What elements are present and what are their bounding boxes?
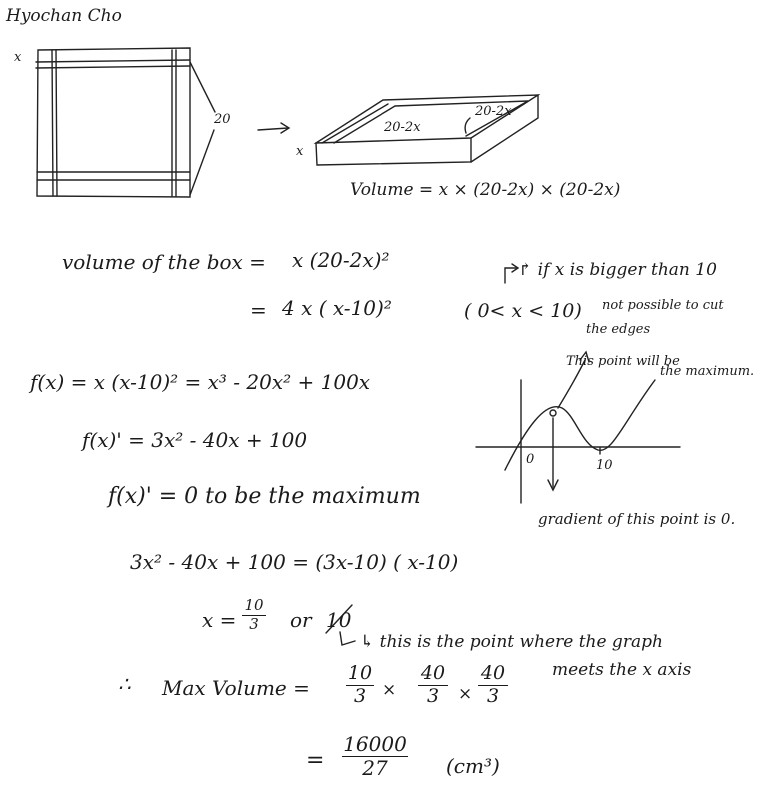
box-volume-eq: = [250,298,267,322]
cubic-graph [476,352,680,503]
box-volume-expr1: x (20-2x)² [292,248,390,272]
max-fraction-1: 10 3 [347,662,373,707]
not-possible-note: not possible to cut [602,298,724,313]
times-1: × [382,680,397,700]
derivative-zero: f(x)' = 0 to be the maximum [108,484,421,509]
box-height-label: x [296,144,304,159]
therefore-symbol: ∴ [118,672,131,696]
square-sheet [36,48,215,197]
box-volume-label: volume of the box = [62,250,266,274]
result-denominator: 27 [362,756,388,780]
transform-arrow [258,128,288,130]
result-fraction [342,734,408,779]
point-arrow [340,632,355,645]
domain-interval: ( 0< x < 10) [464,300,582,322]
box-volume-expr2: 4 x ( x-10)² [282,296,392,320]
result-eq: = [306,748,325,773]
axis-note: meets the x axis [552,660,692,680]
edges-note: the edges [586,322,651,337]
author-name: Hyochan Cho [6,6,122,26]
max-fraction-3: 40 3 [478,664,508,707]
gradient-note: gradient of this point is 0. [538,510,736,528]
max-volume-label: Max Volume = [162,676,310,700]
solution-or: or [290,608,312,632]
point-note: ↳ this is the point where the graph [360,632,663,652]
graph-annotation-2: the maximum. [660,364,755,379]
factored-derivative: 3x² - 40x + 100 = (3x-10) ( x-10) [130,550,459,574]
cut-length-label: x [14,50,22,65]
bigger-than-note: ↱ if x is bigger than 10 [518,260,717,280]
function-definition: f(x) = x (x-10)² = x³ - 20x² + 100x [30,370,371,394]
graph-tick-10: 10 [596,458,613,473]
solution-prefix: x = [202,608,237,632]
graph-tick-0: 0 [526,452,535,467]
times-2: × [458,684,473,704]
solution-denominator: 3 [249,614,259,633]
solution-fraction [242,598,266,633]
max-point [550,410,556,416]
solution-rejected: 10 [326,608,352,632]
solution-numerator: 10 [244,596,264,614]
graph-annotation-1: This point will be [566,354,680,369]
volume-formula: Volume = x × (20-2x) × (20-2x) [350,180,621,200]
label-pointer [465,118,470,133]
result-unit: (cm³) [446,754,500,778]
max-fraction-2: 40 3 [418,664,448,707]
derivative: f(x)' = 3x² - 40x + 100 [82,428,308,452]
box-side-label: 20-2x [475,104,512,119]
side-length-label: 20 [214,112,231,127]
result-numerator: 16000 [343,732,407,756]
box-front-label: 20-2x [384,120,421,135]
